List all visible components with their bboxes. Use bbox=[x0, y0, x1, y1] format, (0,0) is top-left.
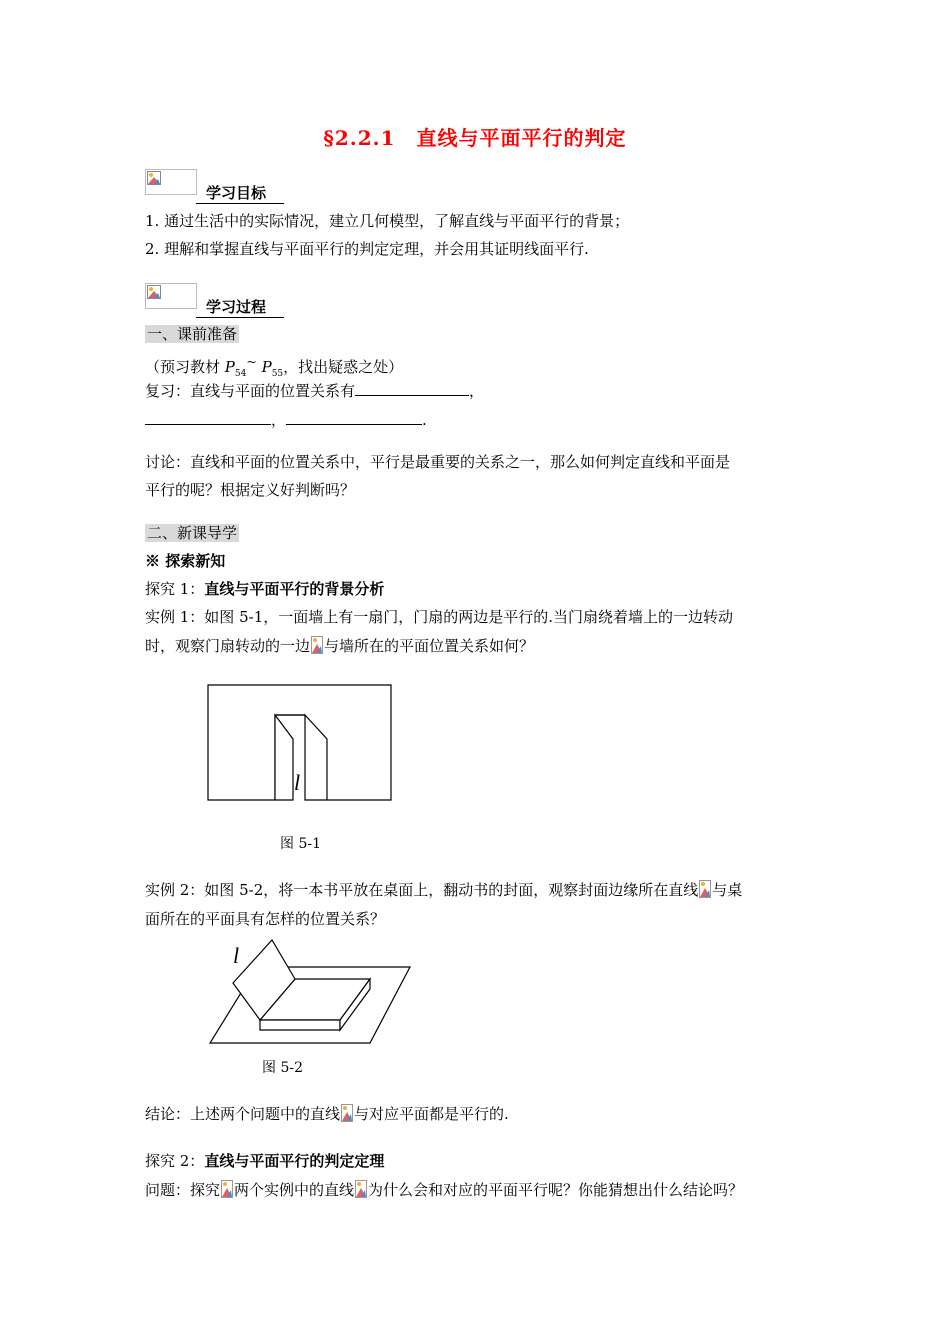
figure-door-diagram bbox=[205, 682, 395, 802]
answer-blank-1[interactable] bbox=[355, 381, 469, 396]
line-label-l: l bbox=[294, 770, 301, 795]
objective-item-2: 2. 理解和掌握直线与平面平行的判定定理，并会用其证明线面平行. bbox=[145, 240, 589, 258]
section-underline bbox=[196, 203, 284, 204]
broken-image-icon bbox=[311, 636, 323, 654]
figure-book-diagram bbox=[205, 935, 415, 1047]
door-leaf bbox=[275, 715, 293, 800]
discussion-line-2: 平行的呢？根据定义好判断吗？ bbox=[145, 481, 356, 499]
review-line: 复习：直线与平面的位置关系有 ， bbox=[145, 382, 485, 400]
example2-line-1: 实例 2：如图 5-2，将一本书平放在桌面上，翻动书的封面，观察封面边缘所在直线 与桌 bbox=[145, 881, 743, 899]
broken-image-icon bbox=[145, 283, 197, 309]
figure-caption: 图 5-1 bbox=[280, 836, 321, 852]
example1-line-2: 时，观察门扇转动的一边 与墙所在的平面位置关系如何？ bbox=[145, 637, 535, 655]
answer-blank-3[interactable] bbox=[286, 410, 422, 425]
example2-line-2: 面所在的平面具有怎样的位置关系？ bbox=[145, 910, 386, 928]
part1-heading: 一、课前准备 bbox=[147, 325, 238, 343]
explore2-heading: 探究 2：直线与平面平行的判定定理 bbox=[145, 1152, 385, 1170]
review-line-2: ， . bbox=[145, 410, 427, 430]
discussion-line-1: 讨论：直线和平面的位置关系中，平行是最重要的关系之一，那么如何判定直线和平面是 bbox=[145, 453, 731, 471]
question-line: 问题：探究 两个实例中的直线 为什么会和对应的平面平行呢？你能猜想出什么结论吗？ bbox=[145, 1181, 744, 1199]
broken-image-icon bbox=[699, 880, 711, 898]
section-underline bbox=[196, 317, 284, 318]
broken-image-icon bbox=[145, 169, 197, 195]
answer-blank-2[interactable] bbox=[145, 410, 271, 425]
line-label-l: l bbox=[233, 943, 240, 968]
part2-heading: 二、新课导学 bbox=[147, 524, 238, 542]
broken-image-icon bbox=[355, 1180, 367, 1198]
broken-image-icon bbox=[221, 1180, 233, 1198]
book-front bbox=[260, 1020, 340, 1030]
example1-line-1: 实例 1：如图 5-1，一面墙上有一扇门，门扇的两边是平行的.当门扇绕着墙上的一边转动 bbox=[145, 608, 734, 626]
section-heading-process: 学习过程 bbox=[206, 298, 267, 316]
preview-note: （预习教材 $P_{54}^\sim$ $P_{55}$，找出疑惑之处） bbox=[145, 354, 404, 379]
objective-item-1: 1. 通过生活中的实际情况，建立几何模型，了解直线与平面平行的背景； bbox=[145, 212, 630, 230]
broken-image-icon bbox=[341, 1104, 353, 1122]
explore1-heading: 探究 1：直线与平面平行的背景分析 bbox=[145, 580, 385, 598]
conclusion-line: 结论：上述两个问题中的直线 与对应平面都是平行的. bbox=[145, 1105, 509, 1123]
door-panel bbox=[305, 715, 327, 800]
section-heading-objectives: 学习目标 bbox=[206, 184, 267, 202]
page-title: §2.2.1 直线与平面平行的判定 bbox=[323, 126, 627, 150]
figure-caption: 图 5-2 bbox=[262, 1060, 303, 1076]
explore-heading: ※ 探索新知 bbox=[145, 552, 226, 570]
